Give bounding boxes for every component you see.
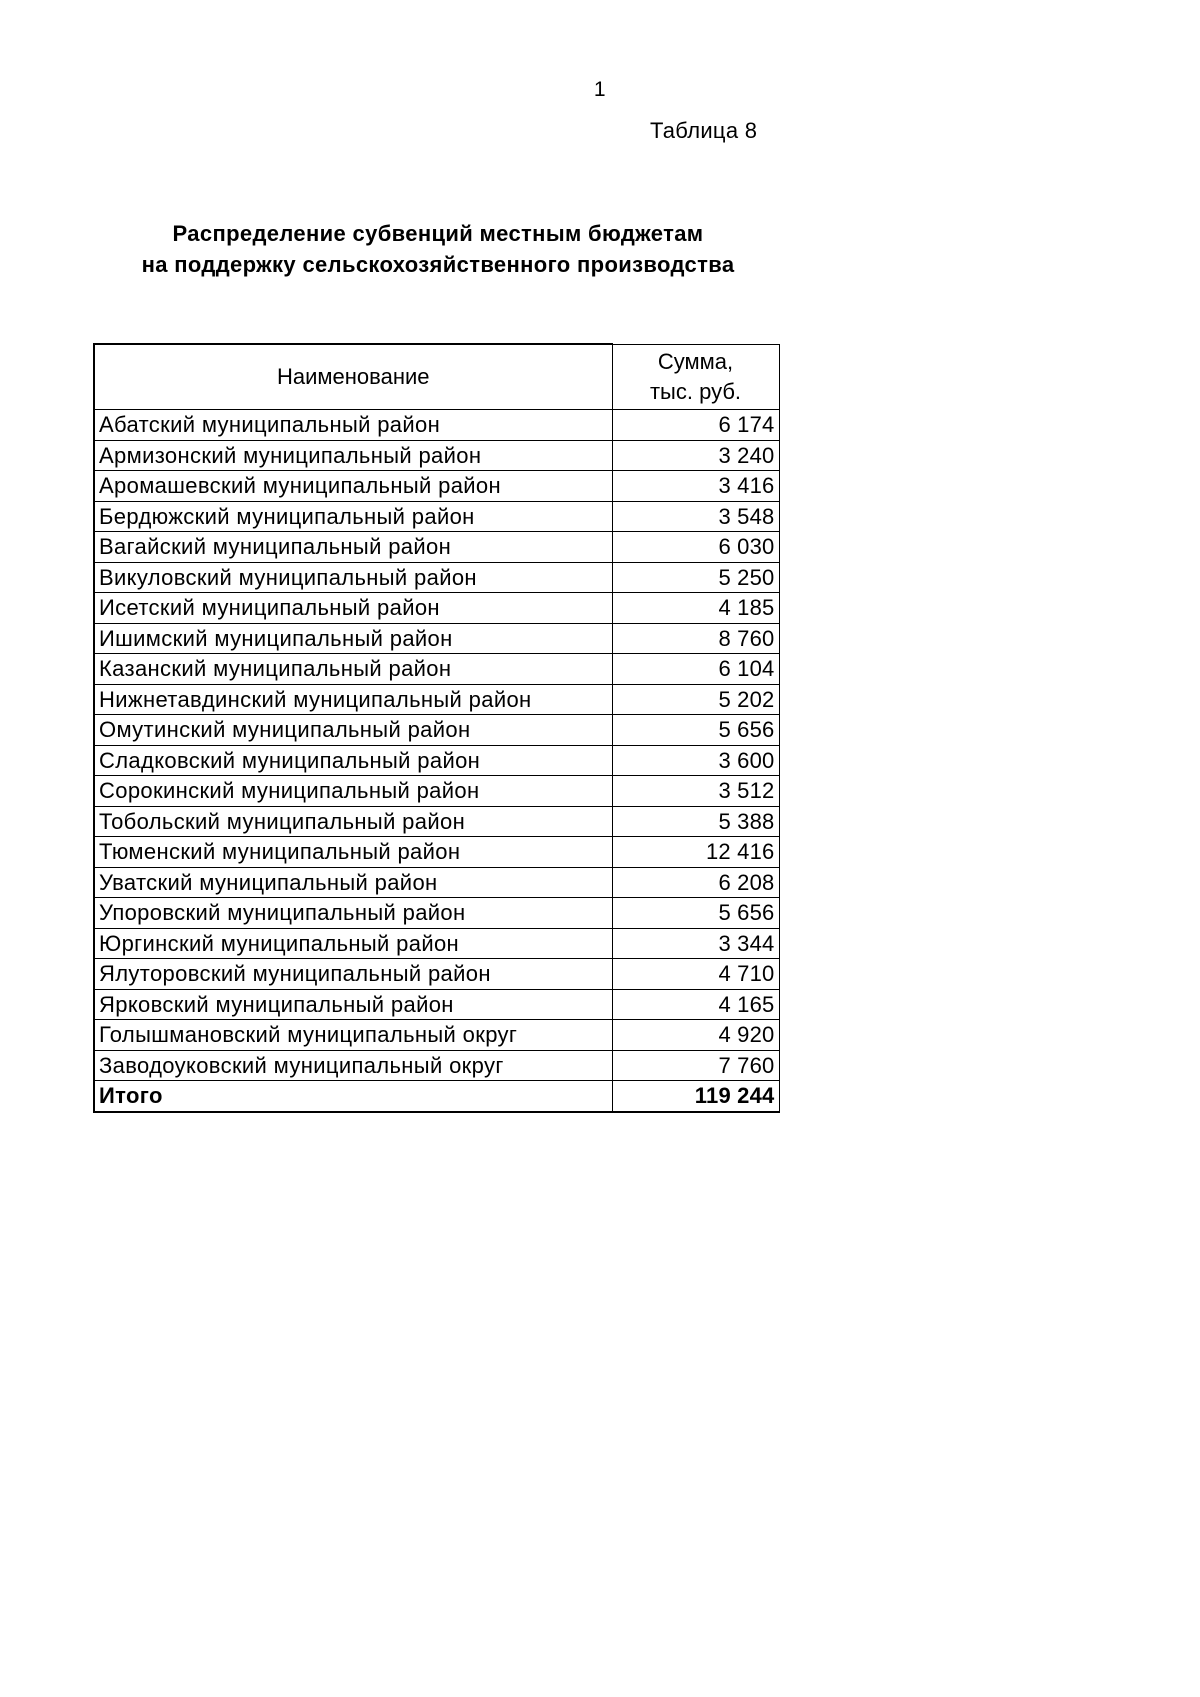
- table-row: [94, 593, 779, 624]
- table-row: [94, 440, 779, 471]
- table-row: [94, 928, 779, 959]
- row-sum: 3 344: [612, 928, 779, 959]
- table-row: [94, 1050, 779, 1081]
- header-sum-line-1: Сумма,: [657, 348, 734, 374]
- row-sum: 5 656: [612, 898, 779, 929]
- row-sum: 5 656: [612, 715, 779, 746]
- header-sum: [612, 344, 779, 410]
- document-title: [0, 218, 876, 280]
- header-sum-line-2: тыс. руб.: [649, 378, 742, 404]
- row-name: Голышмановский муниципальный округ: [94, 1020, 612, 1051]
- table-row: [94, 410, 779, 441]
- row-name: Нижнетавдинский муниципальный район: [94, 684, 612, 715]
- table-row: [94, 532, 779, 563]
- row-name: Аромашевский муниципальный район: [94, 471, 612, 502]
- row-sum: 6 174: [612, 410, 779, 441]
- header-name: Наименование: [94, 344, 612, 410]
- row-name: Сорокинский муниципальный район: [94, 776, 612, 807]
- row-name: Исетский муниципальный район: [94, 593, 612, 624]
- table-row: [94, 654, 779, 685]
- row-name: Юргинский муниципальный район: [94, 928, 612, 959]
- row-sum: 4 710: [612, 959, 779, 990]
- row-sum: 7 760: [612, 1050, 779, 1081]
- row-name: Тюменский муниципальный район: [94, 837, 612, 868]
- row-name: Вагайский муниципальный район: [94, 532, 612, 563]
- row-name: Ярковский муниципальный район: [94, 989, 612, 1020]
- row-name: Ялуторовский муниципальный район: [94, 959, 612, 990]
- table-row: [94, 898, 779, 929]
- row-sum: 6 208: [612, 867, 779, 898]
- row-name: Казанский муниципальный район: [94, 654, 612, 685]
- table-row: [94, 501, 779, 532]
- row-sum: 3 548: [612, 501, 779, 532]
- table-row: [94, 715, 779, 746]
- row-name: Заводоуковский муниципальный округ: [94, 1050, 612, 1081]
- row-sum: 3 512: [612, 776, 779, 807]
- table-row: [94, 1020, 779, 1051]
- row-sum: 4 165: [612, 989, 779, 1020]
- row-sum: 3 416: [612, 471, 779, 502]
- row-name: Сладковский муниципальный район: [94, 745, 612, 776]
- row-name: Омутинский муниципальный район: [94, 715, 612, 746]
- row-name: Тобольский муниципальный район: [94, 806, 612, 837]
- row-sum: 5 250: [612, 562, 779, 593]
- row-sum: 3 600: [612, 745, 779, 776]
- table-row: [94, 867, 779, 898]
- table-row: [94, 776, 779, 807]
- subventions-table: [93, 343, 780, 1113]
- row-sum: 3 240: [612, 440, 779, 471]
- row-sum: 12 416: [612, 837, 779, 868]
- row-sum: 5 388: [612, 806, 779, 837]
- document-title-line-2: на поддержку сельскохозяйственного производства: [141, 252, 735, 277]
- document-title-line-1: Распределение субвенций местным бюджетам: [172, 221, 704, 246]
- table-row: [94, 806, 779, 837]
- row-sum: 5 202: [612, 684, 779, 715]
- total-sum: 119 244: [612, 1081, 779, 1112]
- table-row: [94, 623, 779, 654]
- row-sum: 4 185: [612, 593, 779, 624]
- table-row: [94, 959, 779, 990]
- table-header-row: [94, 344, 779, 410]
- table-label: Таблица 8: [650, 118, 758, 143]
- table-row: [94, 837, 779, 868]
- row-name: Армизонский муниципальный район: [94, 440, 612, 471]
- row-sum: 6 030: [612, 532, 779, 563]
- row-name: Ишимский муниципальный район: [94, 623, 612, 654]
- row-name: Упоровский муниципальный район: [94, 898, 612, 929]
- row-name: Викуловский муниципальный район: [94, 562, 612, 593]
- total-row: [94, 1081, 779, 1112]
- table-row: [94, 471, 779, 502]
- total-label: Итого: [94, 1081, 612, 1112]
- row-name: Абатский муниципальный район: [94, 410, 612, 441]
- table-row: [94, 745, 779, 776]
- row-sum: 4 920: [612, 1020, 779, 1051]
- row-name: Уватский муниципальный район: [94, 867, 612, 898]
- page-number: 1: [593, 78, 607, 101]
- table-row: [94, 684, 779, 715]
- row-sum: 8 760: [612, 623, 779, 654]
- table-row: [94, 562, 779, 593]
- table-row: [94, 989, 779, 1020]
- row-sum: 6 104: [612, 654, 779, 685]
- row-name: Бердюжский муниципальный район: [94, 501, 612, 532]
